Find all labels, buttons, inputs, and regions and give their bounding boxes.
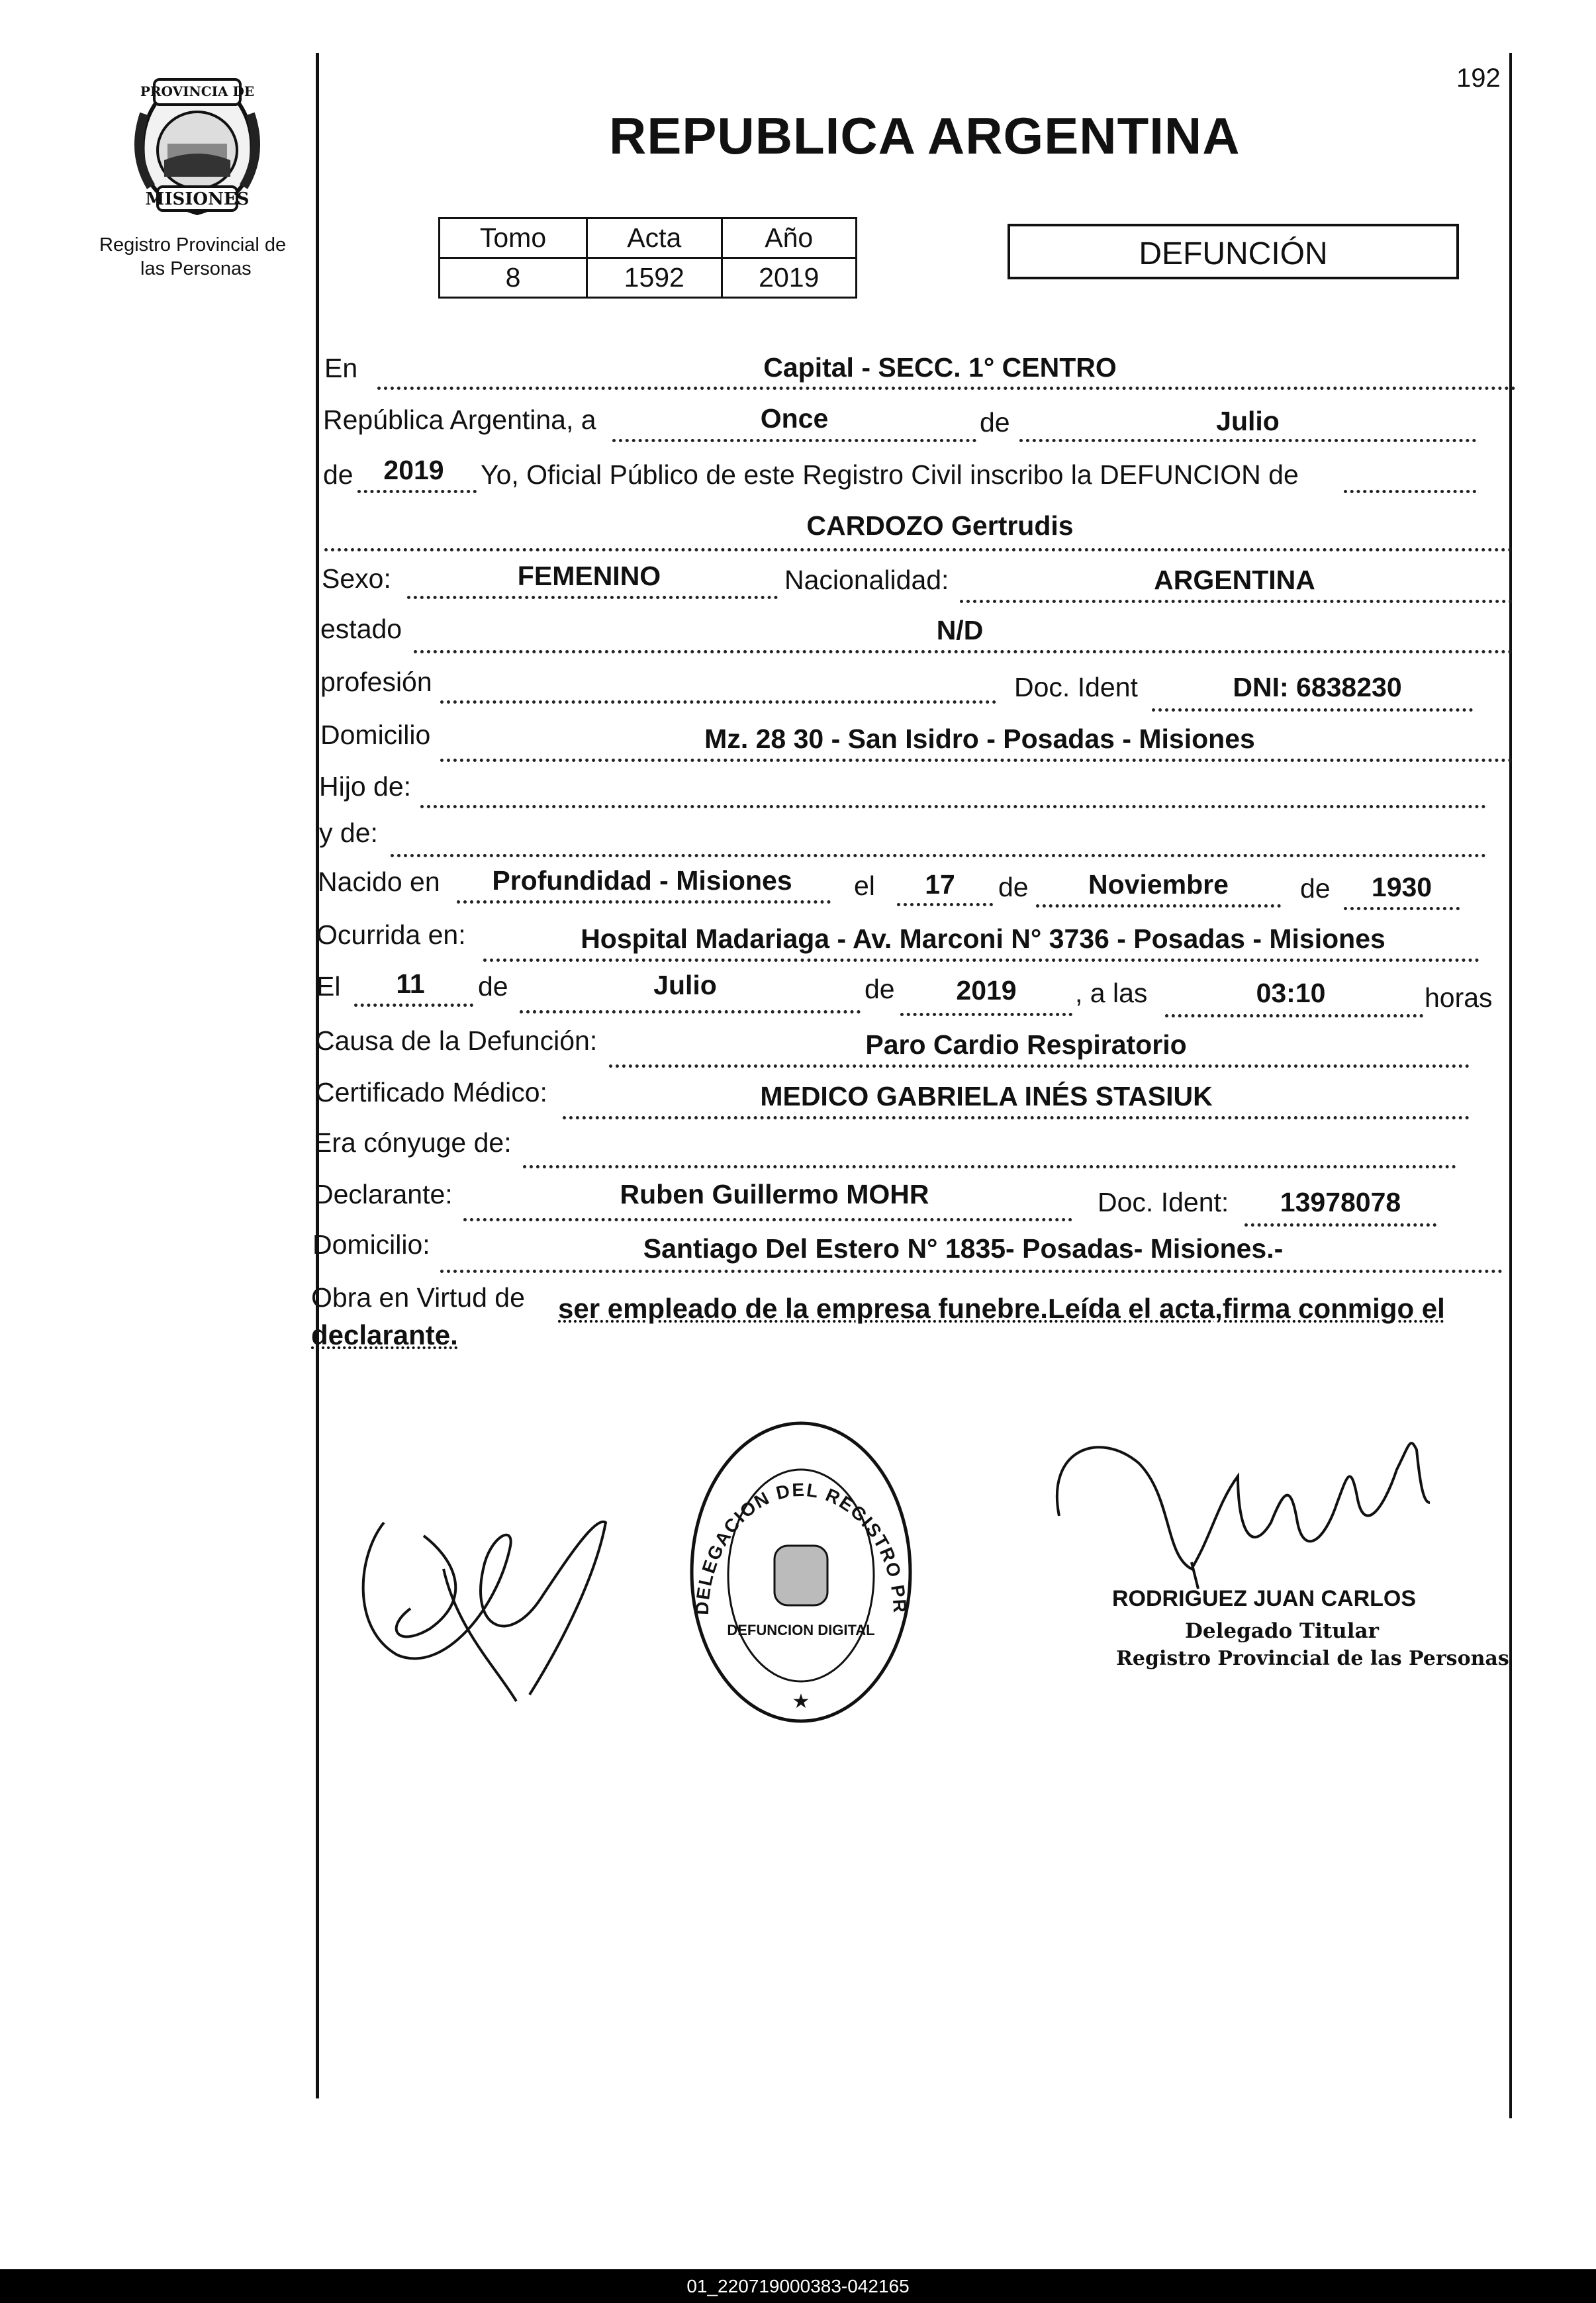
line-yo — [1344, 490, 1476, 493]
label-conyuge: Era cónyuge de: — [314, 1127, 512, 1158]
label-estado: estado — [320, 614, 402, 644]
label-de-nac-anio: de — [1300, 873, 1331, 904]
line-sexo — [407, 596, 778, 599]
line-profesion — [440, 700, 996, 704]
label-ocurrida: Ocurrida en: — [316, 919, 466, 950]
label-horas: horas — [1425, 982, 1493, 1013]
footer-code: 01_220719000383-042165 — [0, 2269, 1596, 2303]
seal-ring-text: DELEGACION DEL REGISTRO PR — [691, 1479, 911, 1616]
line-nacido — [457, 900, 831, 904]
value-nac-anio: 1930 — [1371, 872, 1432, 902]
label-a-las: , a las — [1075, 978, 1148, 1008]
line-en — [377, 387, 1516, 390]
declarant-signature — [344, 1496, 622, 1721]
page-number: 192 — [1456, 64, 1501, 93]
seal-star-icon: ★ — [792, 1690, 810, 1713]
label-domicilio: Domicilio — [320, 720, 431, 750]
value-nacionalidad: ARGENTINA — [1154, 565, 1315, 595]
label-doc-ident: Doc. Ident — [1014, 672, 1138, 702]
label-nacido: Nacido en — [318, 867, 440, 897]
line-certificado — [563, 1116, 1470, 1119]
value-declarante-domicilio: Santiago Del Estero N° 1835- Posadas- Misiones.- — [643, 1233, 1284, 1264]
value-def-dia: 11 — [396, 968, 425, 999]
seal-inner-text: DEFUNCION DIGITAL — [727, 1622, 875, 1638]
line-nombre — [324, 548, 1513, 551]
label-de-def-anio: de — [865, 974, 895, 1004]
label-de-def-mes: de — [478, 971, 508, 1002]
value-def-mes: Julio — [653, 970, 717, 1000]
line-dia — [612, 439, 976, 442]
line-def-mes — [520, 1010, 861, 1013]
ref-value-anio: 2019 — [722, 258, 857, 298]
value-dni: DNI: 6838230 — [1233, 672, 1402, 702]
label-declarante-doc: Doc. Ident: — [1098, 1187, 1229, 1217]
label-el-nac: el — [854, 870, 875, 901]
label-declarante-domicilio: Domicilio: — [312, 1229, 430, 1260]
value-hora: 03:10 — [1256, 978, 1326, 1008]
value-dia-letras: Once — [760, 403, 829, 434]
label-declarante: Declarante: — [314, 1179, 453, 1209]
document-title: REPUBLICA ARGENTINA — [609, 107, 1241, 165]
official-name: RODRIGUEZ JUAN CARLOS — [1112, 1586, 1417, 1611]
line-domicilio — [440, 759, 1513, 762]
left-margin-line — [316, 53, 319, 2098]
label-el-def: El — [316, 971, 341, 1002]
value-lugar: Capital - SECC. 1° CENTRO — [763, 352, 1117, 383]
label-sexo: Sexo: — [322, 563, 391, 594]
ref-header-acta: Acta — [587, 218, 722, 258]
value-obra-line2: declarante. — [311, 1319, 458, 1350]
value-certificado: MEDICO GABRIELA INÉS STASIUK — [760, 1081, 1213, 1111]
official-seal — [682, 1417, 920, 1728]
official-office: Registro Provincial de las Personas — [1116, 1647, 1509, 1670]
value-nac-dia: 17 — [925, 869, 955, 900]
value-domicilio: Mz. 28 30 - San Isidro - Posadas - Misiones — [704, 724, 1255, 754]
line-def-dia — [354, 1004, 473, 1007]
line-y-de — [391, 854, 1486, 857]
line-conyuge — [523, 1165, 1456, 1168]
value-anio: 2019 — [383, 455, 444, 485]
province-emblem — [118, 61, 277, 220]
official-signature — [1039, 1423, 1450, 1595]
line-declarante — [463, 1218, 1072, 1221]
value-causa: Paro Cardio Respiratorio — [865, 1029, 1187, 1060]
ref-header-tomo: Tomo — [440, 218, 587, 258]
line-nac-mes — [1036, 904, 1281, 908]
label-obra: Obra en Virtud de — [311, 1282, 525, 1313]
label-hijo: Hijo de: — [319, 771, 412, 802]
value-estado: N/D — [936, 615, 984, 645]
value-mes: Julio — [1216, 406, 1280, 436]
line-nac-dia — [897, 903, 993, 906]
value-nac-mes: Noviembre — [1088, 869, 1229, 900]
line-hijo — [420, 805, 1486, 808]
line-declarante-doc — [1244, 1223, 1436, 1227]
label-certificado: Certificado Médico: — [315, 1077, 547, 1107]
ref-header-anio: Año — [722, 218, 857, 258]
label-yo-oficial: Yo, Oficial Público de este Registro Civil inscribo la DEFUNCION de — [481, 459, 1299, 490]
value-def-anio: 2019 — [956, 975, 1017, 1006]
line-hora — [1165, 1014, 1423, 1017]
value-declarante-doc: 13978078 — [1280, 1187, 1401, 1217]
label-nacionalidad: Nacionalidad: — [784, 565, 949, 595]
value-sexo: FEMENINO — [517, 561, 661, 591]
label-de-anio: de — [323, 459, 353, 490]
line-estado — [414, 650, 1513, 653]
value-nombre: CARDOZO Gertrudis — [806, 510, 1074, 541]
official-role: Delegado Titular — [1185, 1619, 1379, 1643]
emblem-text-top: PROVINCIA DE — [140, 83, 255, 99]
value-ocurrida-en: Hospital Madariaga - Av. Marconi N° 3736 - Posadas - Misiones — [581, 923, 1385, 954]
value-obra-line1: ser empleado de la empresa funebre.Leída el acta,firma conmigo el — [558, 1293, 1445, 1324]
label-profesion: profesión — [320, 667, 432, 697]
line-declarante-domicilio — [440, 1270, 1503, 1273]
emblem-text-bottom: MISIONES — [145, 189, 250, 209]
label-de-nac-mes: de — [998, 872, 1029, 902]
line-nac-anio — [1344, 907, 1460, 910]
label-de-mes: de — [980, 407, 1010, 438]
agency-name-line1: Registro Provincial de — [99, 234, 287, 256]
label-causa: Causa de la Defunción: — [315, 1025, 598, 1056]
reference-table — [438, 217, 857, 299]
ref-value-tomo: 8 — [440, 258, 587, 298]
line-def-anio — [900, 1013, 1072, 1016]
line-anio — [357, 490, 477, 493]
ref-value-acta: 1592 — [587, 258, 722, 298]
record-type-box: DEFUNCIÓN — [1008, 224, 1459, 279]
label-republica: República Argentina, a — [323, 404, 596, 435]
line-causa — [609, 1064, 1470, 1068]
line-mes — [1019, 439, 1476, 442]
value-nacido-en: Profundidad - Misiones — [492, 865, 792, 896]
line-ocurrida — [483, 959, 1479, 962]
line-nacionalidad — [960, 600, 1513, 603]
line-dni — [1152, 708, 1473, 712]
label-y-de: y de: — [319, 818, 378, 848]
agency-name-line2: las Personas — [140, 258, 252, 279]
value-declarante: Ruben Guillermo MOHR — [620, 1179, 929, 1209]
right-margin-line — [1509, 53, 1512, 2118]
label-en: En — [324, 353, 358, 383]
